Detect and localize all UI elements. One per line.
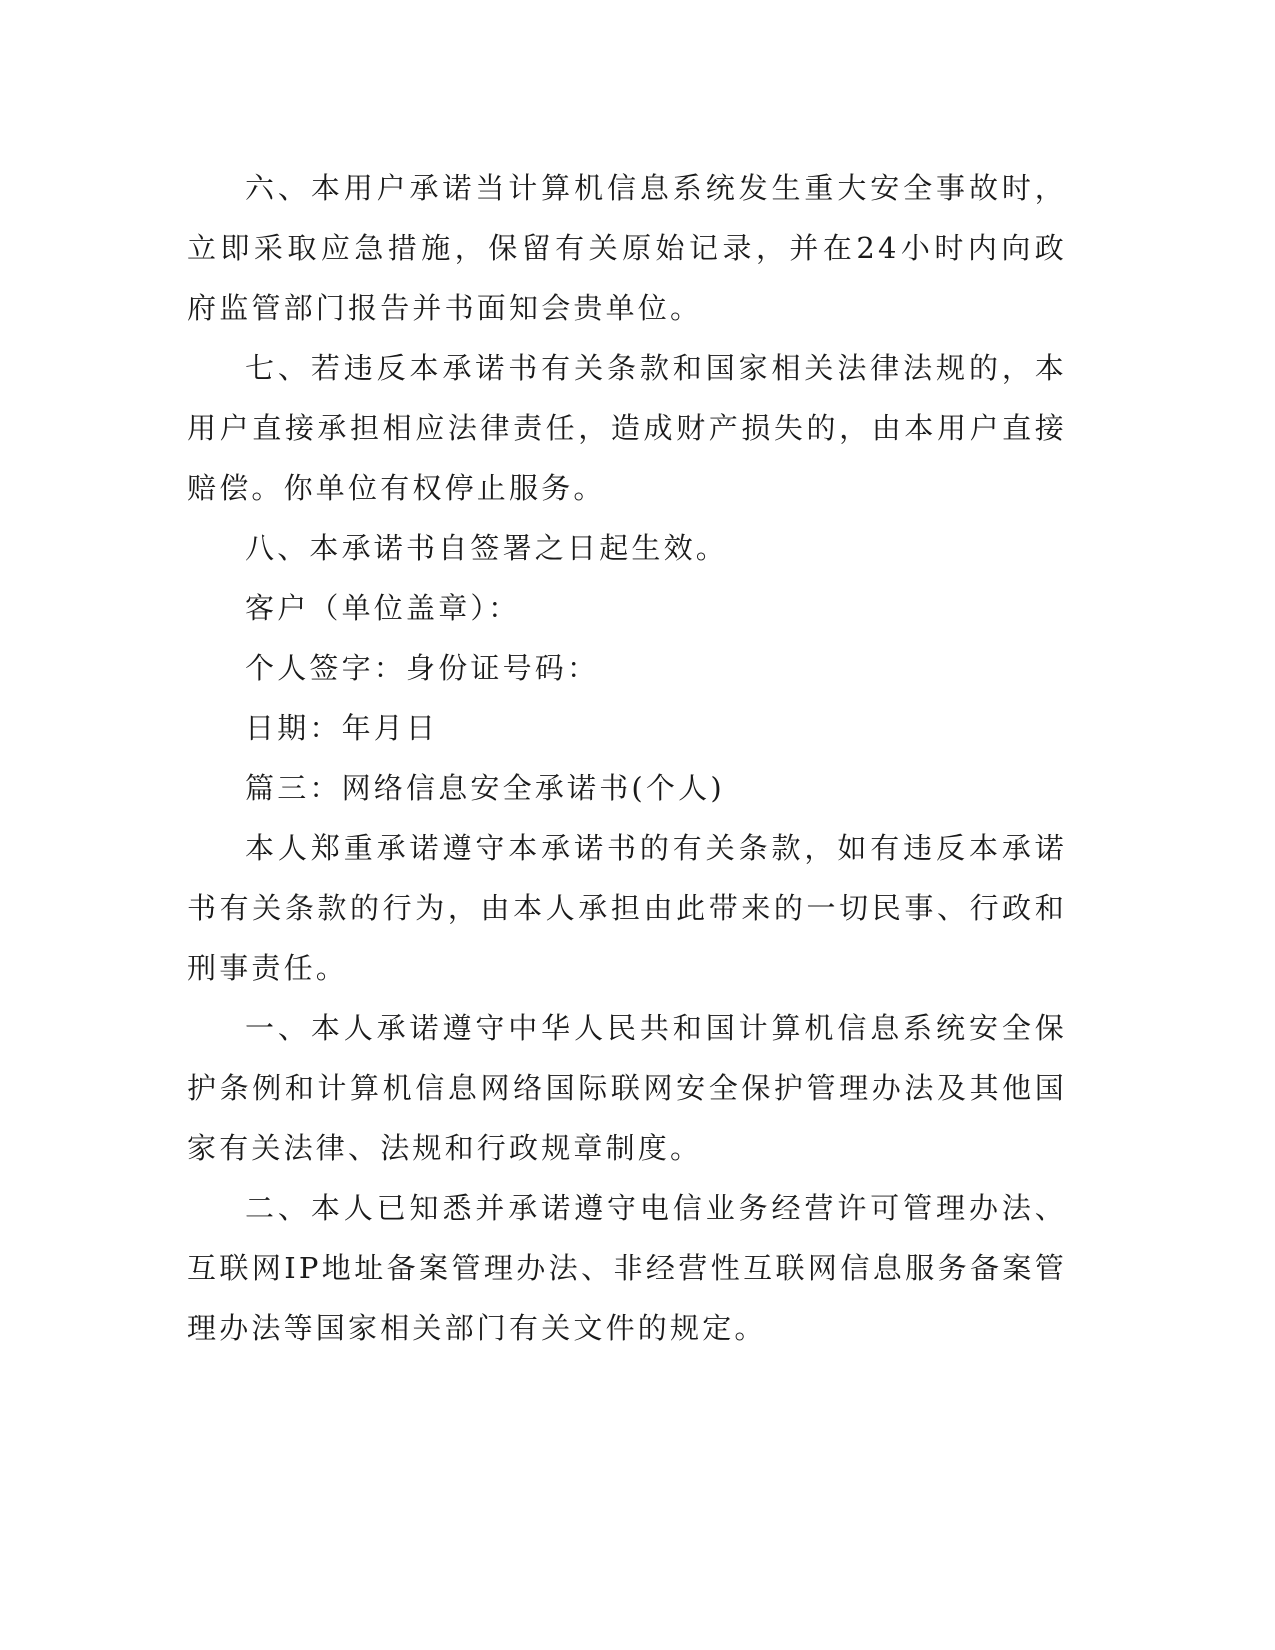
paragraph-clause-two: 二、本人已知悉并承诺遵守电信业务经营许可管理办法、互联网IP地址备案管理办法、非经营性互联网信息服务备案管理办法等国家相关部门有关文件的规定。 (187, 1191, 1067, 1345)
date-line: 日期：年月日 (245, 711, 439, 745)
paragraph-clause-six: 六、本用户承诺当计算机信息系统发生重大安全事故时，立即采取应急措施，保留有关原始记录，并在24小时内向政府监管部门报告并书面知会贵单位。 (187, 171, 1067, 325)
paragraph-clause-one: 一、本人承诺遵守中华人民共和国计算机信息系统安全保护条例和计算机信息网络国际联网安全保护管理办法及其他国家有关法律、法规和行政规章制度。 (187, 1011, 1067, 1165)
paragraph-pledge-intro: 本人郑重承诺遵守本承诺书的有关条款，如有违反本承诺书有关条款的行为，由本人承担由此带来的一切民事、行政和刑事责任。 (187, 831, 1067, 985)
paragraph-clause-seven: 七、若违反本承诺书有关条款和国家相关法律法规的，本用户直接承担相应法律责任，造成财产损失的，由本用户直接赔偿。你单位有权停止服务。 (187, 351, 1067, 505)
signature-id-line: 个人签字：身份证号码： (245, 651, 600, 685)
paragraph-clause-eight: 八、本承诺书自签署之日起生效。 (245, 531, 729, 565)
customer-seal-line: 客户（单位盖章）： (245, 591, 521, 625)
document-body (187, 158, 1067, 1358)
section-heading: 篇三：网络信息安全承诺书(个人) (245, 771, 725, 805)
